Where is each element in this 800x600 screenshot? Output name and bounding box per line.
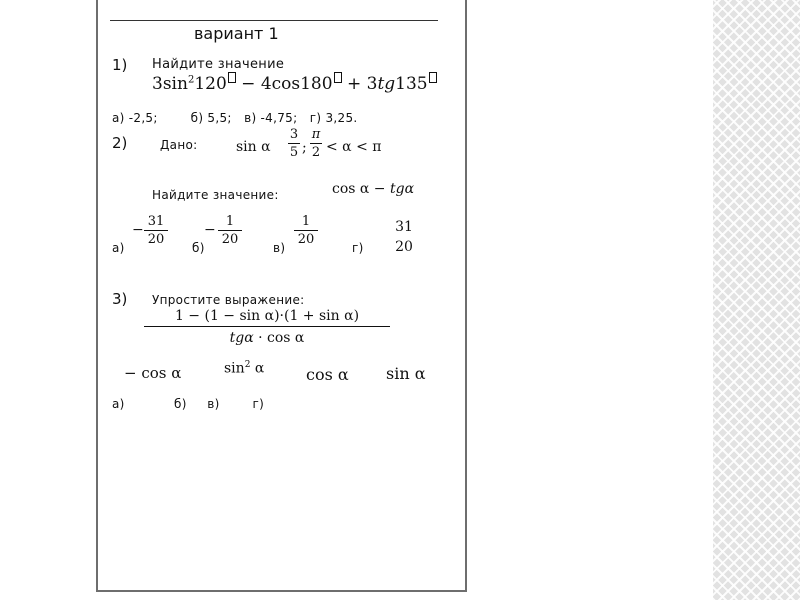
degree-box-icon — [429, 72, 437, 83]
q2-opt-a-sign: − — [132, 222, 144, 238]
fraction-bar — [294, 230, 318, 231]
q2-sin-label: sin α — [236, 139, 271, 155]
q1-expr-part: tg — [377, 74, 396, 94]
q3-option-4: sin α — [386, 364, 426, 383]
variant-title: вариант 1 — [194, 24, 279, 43]
q1-expr-exp: 2 — [187, 74, 195, 86]
q1-expression — [152, 72, 437, 94]
q2-fraction-pi-2 — [310, 127, 322, 160]
q3-option-2 — [224, 360, 264, 377]
q1-expr-part: 135 — [395, 74, 428, 94]
q1-answers: а) -2,5; б) 5,5; в) -4,75; г) 3,25. — [112, 111, 358, 125]
q2-opt-b-sign: − — [204, 222, 216, 238]
q1-prompt: Найдите значение — [152, 57, 285, 72]
q2-opt-a-label: а) — [112, 241, 125, 255]
fraction-bar — [144, 230, 168, 231]
fraction-numerator: 31 — [395, 219, 413, 235]
q2-given-label: Дано: — [160, 138, 198, 152]
fraction-denominator: 5 — [289, 145, 299, 160]
q2-separator: ; — [302, 140, 307, 156]
decorative-stripe-panel — [713, 0, 800, 600]
q3-option-3: cos α — [306, 365, 349, 384]
q2-number: 2) — [112, 134, 128, 152]
fraction-denominator: 2 — [311, 145, 321, 160]
fraction-numerator: 1 − (1 − sin α)·(1 + sin α) — [174, 308, 360, 324]
q2-fraction-3-5 — [288, 127, 300, 160]
fraction-bar — [218, 230, 242, 231]
q3-opt2-part: sin — [224, 360, 245, 377]
q2-opt-b-label: б) — [192, 241, 205, 255]
fraction-numerator: 31 — [147, 214, 165, 229]
q1-expr-part: − 4cos180 — [235, 74, 333, 94]
q3-prompt: Упростите выражение: — [152, 293, 305, 307]
worksheet-slide — [96, 0, 467, 592]
q2-opt-a-fraction — [144, 214, 168, 247]
fraction-denominator: 20 — [147, 232, 165, 247]
q1-expr-part: 3sin — [152, 74, 188, 94]
q2-opt-b-fraction — [218, 214, 242, 247]
q1-expr-part: 120 — [194, 74, 227, 94]
q2-opt-c-label: в) — [273, 241, 286, 255]
q2-opt-d-fraction — [392, 219, 416, 255]
q3-option-labels: а) б) в) г) — [112, 397, 265, 411]
q3-opt2-part: α — [250, 360, 265, 377]
q1-number: 1) — [112, 56, 128, 74]
q3-den-part: · cos α — [253, 330, 305, 346]
fraction-numerator: 3 — [289, 127, 299, 142]
q3-expression — [144, 308, 390, 346]
q1-expr-part: + 3 — [341, 74, 378, 94]
fraction-numerator: 1 — [301, 214, 311, 229]
fraction-bar — [310, 143, 322, 144]
q2-find-expr-part: cos α − — [332, 181, 390, 197]
q2-find-label: Найдите значение: — [152, 188, 279, 202]
q2-opt-d-label: г) — [352, 241, 364, 255]
fraction-denominator — [144, 330, 390, 346]
top-rule — [110, 20, 438, 21]
degree-box-icon — [334, 72, 342, 83]
q3-opt2-exp: 2 — [244, 360, 251, 370]
q3-number: 3) — [112, 290, 128, 308]
fraction-denominator: 20 — [297, 232, 315, 247]
q2-find-expression — [332, 181, 414, 197]
fraction-numerator: π — [311, 127, 321, 142]
fraction-numerator: 1 — [225, 214, 235, 229]
fraction-denominator: 20 — [221, 232, 239, 247]
q2-find-expr-part: tgα — [390, 181, 415, 197]
q3-option-1: − cos α — [124, 364, 182, 382]
q3-den-part: tgα — [229, 330, 254, 346]
q2-opt-c-fraction — [294, 214, 318, 247]
degree-box-icon — [228, 72, 236, 83]
fraction-bar — [288, 143, 300, 144]
fraction-denominator: 20 — [395, 239, 413, 255]
fraction-bar — [144, 326, 390, 327]
q2-inequality: < α < π — [326, 139, 382, 155]
